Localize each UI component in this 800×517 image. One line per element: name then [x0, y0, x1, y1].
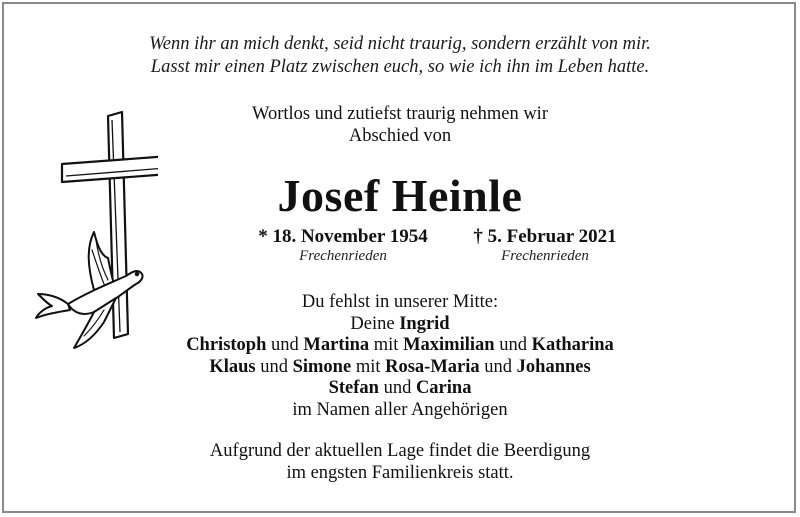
motto-line-1: Wenn ihr an mich denkt, seid nicht traurig, sondern erzählt von mir. [149, 34, 651, 54]
word-und: und [260, 356, 288, 377]
word-deine: Deine [350, 313, 395, 334]
name-rosa-maria: Rosa-Maria [385, 356, 480, 377]
family-closing: im Namen aller Angehörigen [292, 399, 508, 420]
name-ingrid: Ingrid [399, 313, 450, 334]
motto-line-2: Lasst mir einen Platz zwischen euch, so wie ich ihn im Leben hatte. [150, 57, 650, 77]
notice-line-1: Aufgrund der aktuellen Lage findet die Beerdigung [209, 441, 591, 461]
birth-date: * 18. November 1954 [258, 226, 428, 247]
name-christoph: Christoph [186, 335, 267, 355]
intro-line-1: Wortlos und zutiefst traurig nehmen wir [252, 104, 548, 124]
name-stefan: Stefan [328, 378, 379, 398]
family-line-1 [0, 314, 800, 336]
death-date: † 5. Februar 2021 [473, 226, 617, 247]
word-mit: mit [355, 356, 381, 377]
word-und: und [383, 378, 412, 398]
family-list [0, 292, 800, 421]
name-maximilian: Maximilian [403, 335, 495, 355]
name-johannes: Johannes [516, 356, 591, 377]
deceased-name: Josef Heinle [277, 170, 523, 221]
birth-place: Frechenrieden [299, 248, 387, 264]
intro-line-2: Abschied von [348, 126, 452, 146]
motto-quote [0, 33, 800, 79]
family-line-3 [0, 357, 800, 379]
funeral-notice [0, 441, 800, 484]
word-und: und [271, 335, 299, 355]
name-katharina: Katharina [531, 335, 614, 355]
word-und: und [499, 335, 527, 355]
notice-line-2: im engsten Familienkreis statt. [286, 462, 514, 483]
name-carina: Carina [415, 378, 472, 398]
family-line-4 [0, 378, 800, 400]
word-und: und [484, 356, 513, 377]
family-line-2 [0, 335, 800, 357]
name-martina: Martina [303, 335, 370, 355]
name-simone: Simone [292, 356, 352, 377]
name-klaus: Klaus [209, 356, 256, 377]
word-mit: mit [373, 335, 399, 355]
family-intro: Du fehlst in unserer Mitte: [301, 292, 499, 312]
death-place: Frechenrieden [501, 248, 589, 264]
